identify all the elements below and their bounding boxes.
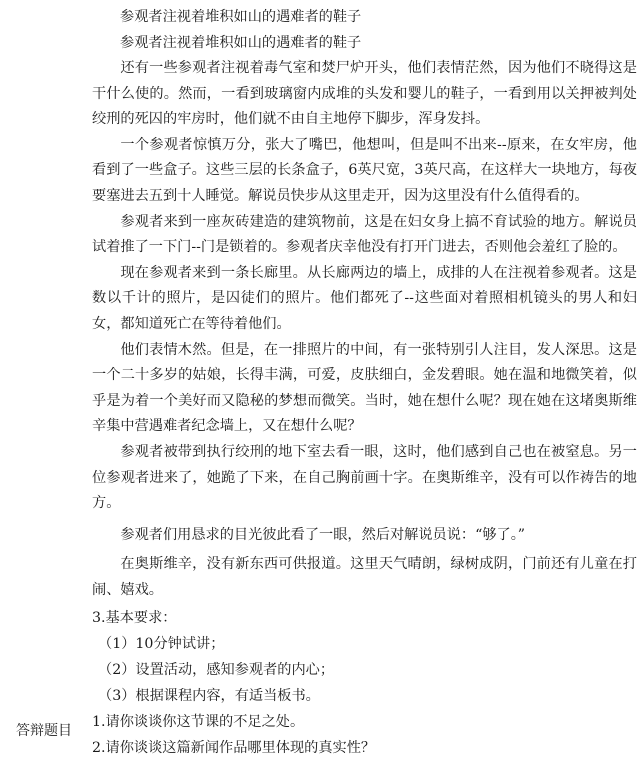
- requirement-item-1: （1）10分钟试讲；: [98, 636, 225, 653]
- paragraph-5: 他们表情木然。但是，在一排照片的中间，有一张特别引人注目，发人深思。这是一个二十多岁的姑娘，长得丰满，可爱，皮肤细白，金发碧眼。她在温和地微笑着，似乎是为着一个美好而又隐秘的梦想而微笑。当时，她在想什么呢？现在她在这堵奥斯维辛集中营遇难者纪念墙上，又在想什么呢？: [92, 341, 637, 435]
- heading-line-2: 参观者注视着堆积如山的遇难者的鞋子: [120, 35, 362, 51]
- paragraph-8: 在奥斯维辛，没有新东西可供报道。这里天气晴朗，绿树成阴，门前还有儿童在打闹、嬉戏。: [92, 556, 637, 598]
- paragraph-2: 一个参观者惊慎万分，张大了嘴巴，他想叫，但是叫不出来--原来，在女牢房，他看到了一些盒子。这些三层的长条盒子，6英尺宽，3英尺高，在这样大一块地方，每夜要塞进去五到十人睡觉。解说员快步从这里走开，因为这里没有什么值得看的。: [92, 136, 637, 204]
- paragraph-3: 参观者来到一座灰砖建造的建筑物前，这是在妇女身上搞不育试验的地方。解说员试着推了一下门--门是锁着的。参观者庆幸他没有打开门进去，否则他会羞红了脸的。: [92, 213, 637, 256]
- paragraph-6: 参观者被带到执行绞刑的地下室去看一眼，这时，他们感到自己也在被窒息。另一位参观者进来了，她跪了下来，在自己胸前画十字。在奥斯维辛，没有可以作祷告的地方。: [92, 443, 637, 512]
- defense-label: 答辩题目: [16, 723, 72, 739]
- paragraph-7: 参观者们用恳求的目光彼此看了一眼，然后对解说员说：“够了。”: [120, 526, 526, 543]
- requirement-item-2: （2）设置活动，感知参观者的内心；: [98, 662, 335, 679]
- defense-question-1: 1.请你谈谈你这节课的不足之处。: [92, 714, 305, 731]
- paragraph-4: 现在参观者来到一条长廊里。从长廊两边的墙上，成排的人在注视着参观者。这是数以千计的照片，是囚徒们的照片。他们都死了--这些面对着照相机镜头的男人和妇女，都知道死亡在等待着他们。: [92, 264, 637, 332]
- requirements-title: 3.基本要求：: [92, 610, 177, 627]
- heading-line-1: 参观者注视着堆积如山的遇难者的鞋子: [120, 9, 362, 25]
- defense-question-2: 2.请你谈谈这篇新闻作品哪里体现的真实性？: [92, 740, 376, 757]
- paragraph-1: 还有一些参观者注视着毒气室和焚尸炉开头，他们表情茫然，因为他们不晓得这是干什么使的。然而，一看到玻璃窗内成堆的头发和婴儿的鞋子，一看到用以关押被判处绞刑的死囚的牢房时，他们就不由自主地停下脚步，浑身发抖。: [92, 60, 637, 128]
- requirement-item-3: （3）根据课程内容，有适当板书。: [98, 688, 320, 705]
- document-body: [92, 4, 637, 761]
